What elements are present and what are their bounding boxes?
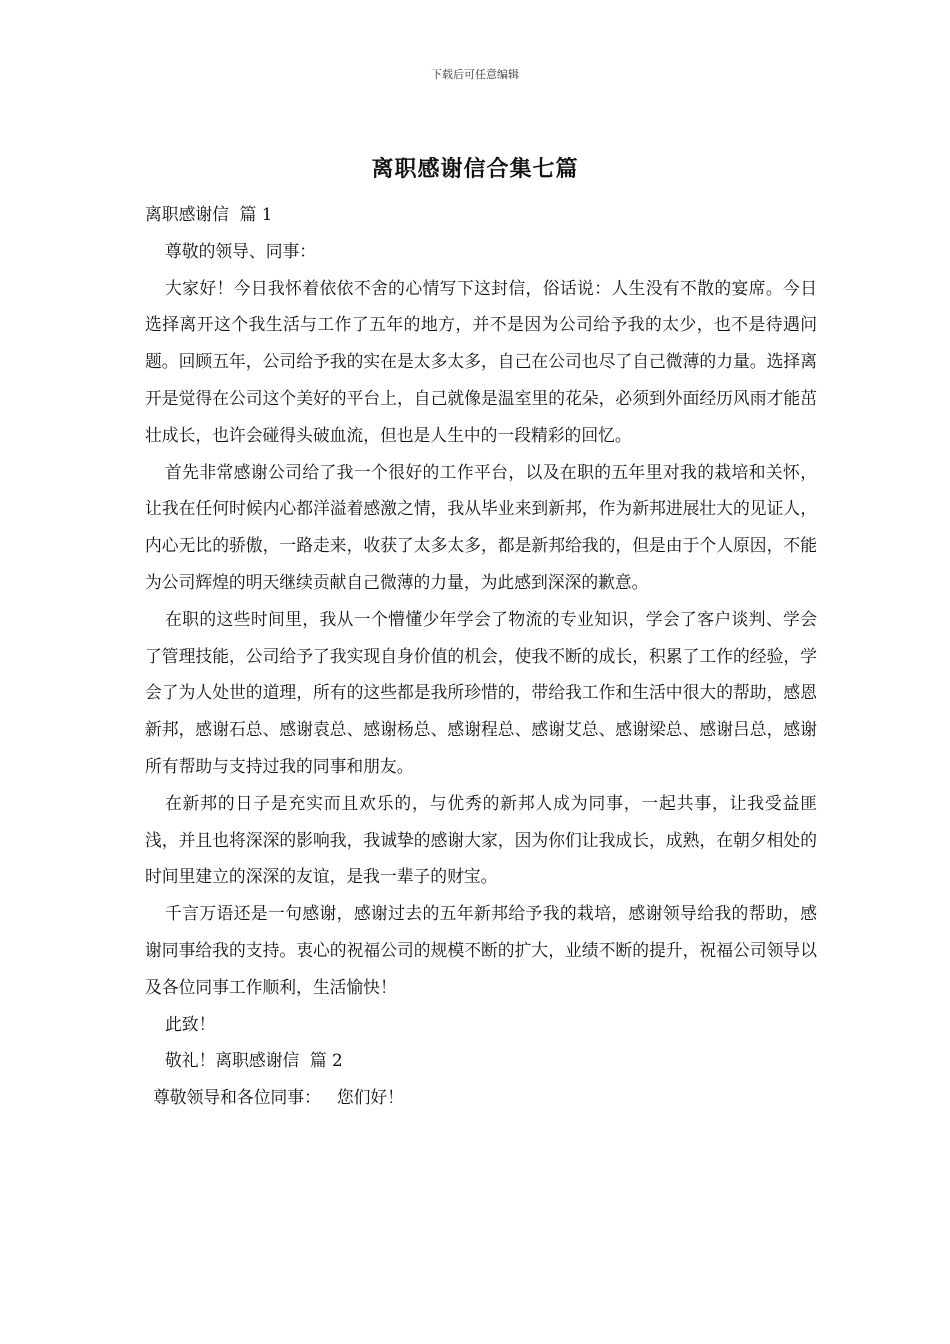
salutation-2: 尊敬领导和各位同事： 您们好！ <box>153 1087 404 1108</box>
section-heading: 离职感谢信 篇 1 <box>145 204 273 224</box>
paragraph: 大家好！今日我怀着依依不舍的心情写下这封信，俗话说：人生没有不散的宴席。今日选择离开这个我生活与工作了五年的地方，并不是因为公司给予我的太少，也不是待遇问题。回顾五年，公司给予我的实在是太多太多，自己在公司也尽了自己微薄的力量。选择离开是觉得在公司这个美好的平台上，自己就像是温室里的花朵，必须到外面经历风雨才能茁壮成长，也许会碰得头破血流，但也是人生中的一段精彩的回忆。 <box>145 277 817 445</box>
document-body <box>145 196 817 1116</box>
document-title: 离职感谢信合集七篇 <box>371 157 579 182</box>
paragraph: 首先非常感谢公司给了我一个很好的工作平台，以及在职的五年里对我的栽培和关怀，让我在任何时候内心都洋溢着感激之情，我从毕业来到新邦，作为新邦进展壮大的见证人，内心无比的骄傲，一路走来，收获了太多太多，都是新邦给我的，但是由于个人原因，不能为公司辉煌的明天继续贡献自己微薄的力量，为此感到深深的歉意。 <box>145 461 817 592</box>
paragraph: 千言万语还是一句感谢，感谢过去的五年新邦给予我的栽培，感谢领导给我的帮助，感谢同事给我的支持。衷心的祝福公司的规模不断的扩大，业绩不断的提升，祝福公司领导以及各位同事工作顺利，生活愉快！ <box>145 903 817 997</box>
paragraph: 在新邦的日子是充实而且欢乐的，与优秀的新邦人成为同事，一起共事，让我受益匪浅，并且也将深深的影响我，我诚挚的感谢大家，因为你们让我成长，成熟，在朝夕相处的时间里建立的深深的友谊，是我一辈子的财宝。 <box>145 792 817 887</box>
closing-line: 此致！ <box>165 1013 216 1034</box>
closing-and-section-heading: 敬礼！离职感谢信 篇 2 <box>165 1050 343 1071</box>
page-header-note: 下载后可任意编辑 <box>431 68 519 81</box>
paragraph: 在职的这些时间里，我从一个懵懂少年学会了物流的专业知识，学会了客户谈判、学会了管理技能，公司给予了我实现自身价值的机会，使我不断的成长，积累了工作的经验，学会了为人处世的道理，所有的这些都是我所珍惜的，带给我工作和生活中很大的帮助，感恩新邦，感谢石总、感谢袁总、感谢杨总、感谢程总、感谢艾总、感谢梁总、感谢吕总，感谢所有帮助与支持过我的同事和朋友。 <box>145 608 817 776</box>
salutation: 尊敬的领导、同事： <box>165 240 317 261</box>
